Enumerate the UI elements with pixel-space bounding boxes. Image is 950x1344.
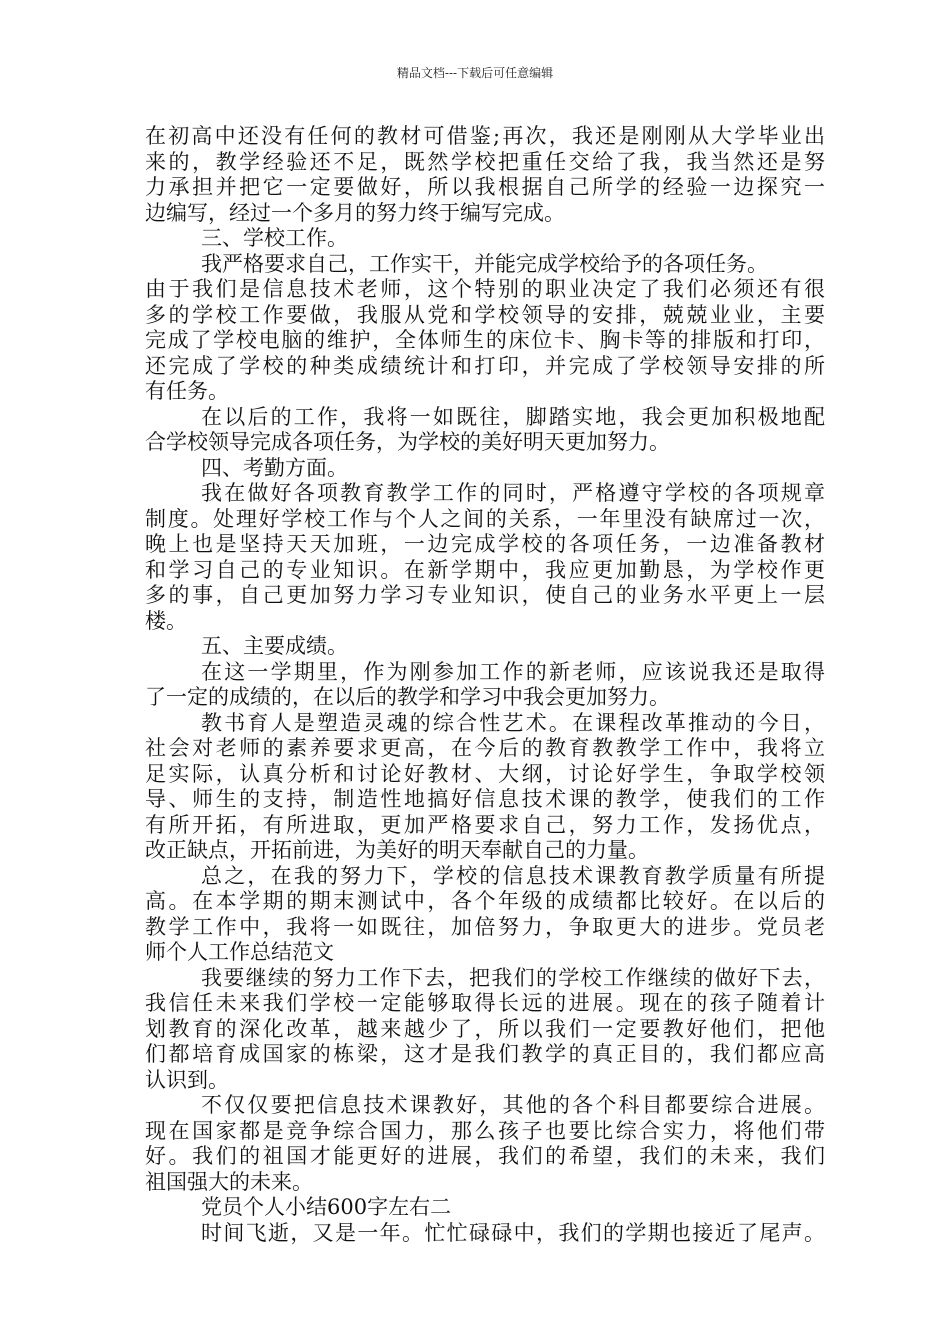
- text-line: 完成了学校电脑的维护，全体师生的床位卡、胸卡等的排版和打印，: [145, 328, 825, 352]
- text-line: 我信任未来我们学校一定能够取得长远的进展。现在的孩子随着计: [145, 991, 825, 1015]
- text-line: 多的事，自己更加努力学习专业知识，使自己的业务水平更上一层: [145, 583, 825, 607]
- text-line: 有任务。: [145, 379, 229, 403]
- text-line: 边编写，经过一个多月的努力终于编写完成。: [145, 200, 565, 225]
- text-line: 时间飞逝，又是一年。忙忙碌碌中，我们的学期也接近了尾声。: [201, 1220, 825, 1245]
- page-header: 精品文档---下载后可任意编辑: [396, 66, 554, 80]
- text-line: 还完成了学校的种类成绩统计和打印，并完成了学校领导安排的所: [145, 353, 825, 378]
- text-line: 党员个人小结600字左右二: [201, 1195, 452, 1219]
- text-line: 不仅仅要把信息技术课教好，其他的各个科目都要综合进展。: [201, 1093, 825, 1117]
- text-line: 在以后的工作，我将一如既往，脚踏实地，我会更加积极地配: [201, 404, 825, 429]
- text-line: 力承担并把它一定要做好，所以我根据自己所学的经验一边探究一: [145, 175, 825, 199]
- text-line: 来的，教学经验还不足，既然学校把重任交给了我，我当然还是努: [145, 149, 825, 174]
- text-line: 多的学校工作要做，我服从党和学校领导的安排，兢兢业业，主要: [145, 302, 825, 327]
- text-line: 们都培育成国家的栋梁，这才是我们教学的真正目的，我们都应高: [145, 1042, 825, 1066]
- text-line: 划教育的深化改革，越来越少了，所以我们一定要教好他们，把他: [145, 1016, 825, 1041]
- text-line: 和学习自己的专业知识。在新学期中，我应更加勤恳，为学校作更: [145, 557, 825, 582]
- text-line: 现在国家都是竞争综合国力，那么孩子也要比综合实力，将他们带: [145, 1118, 825, 1143]
- text-line: 我在做好各项教育教学工作的同时，严格遵守学校的各项规章: [201, 481, 825, 505]
- text-line: 我严格要求自己，工作实干，并能完成学校给予的各项任务。: [201, 251, 768, 276]
- text-line: 高。在本学期的期末测试中，各个年级的成绩都比较好。在以后的: [145, 889, 825, 913]
- text-line: 社会对老师的素养要求更高，在今后的教育教教学工作中，我将立: [145, 736, 825, 760]
- text-line: 制度。处理好学校工作与个人之间的关系，一年里没有缺席过一次，: [145, 506, 825, 531]
- text-line: 改正缺点，开拓前进，为美好的明天奉献自己的力量。: [145, 838, 649, 862]
- text-line: 导、师生的支持，制造性地搞好信息技术课的教学，使我们的工作: [145, 787, 825, 811]
- text-line: 足实际，认真分析和讨论好教材、大纲，讨论好学生，争取学校领: [145, 761, 825, 786]
- text-line: 教书育人是塑造灵魂的综合性艺术。在课程改革推动的今日，: [201, 710, 825, 735]
- text-line: 我要继续的努力工作下去，把我们的学校工作继续的做好下去，: [201, 965, 825, 990]
- document-body: [145, 124, 825, 1246]
- text-line: 祖国强大的未来。: [145, 1169, 313, 1194]
- text-line: 总之，在我的努力下，学校的信息技术课教育教学质量有所提: [201, 863, 825, 888]
- text-line: 认识到。: [145, 1067, 229, 1092]
- text-line: 由于我们是信息技术老师，这个特别的职业决定了我们必须还有很: [145, 277, 825, 301]
- text-line: 合学校领导完成各项任务，为学校的美好明天更加努力。: [145, 430, 670, 454]
- text-line: 在初高中还没有任何的教材可借鉴;再次，我还是刚刚从大学毕业出: [145, 124, 825, 148]
- text-line: 晚上也是坚持天天加班，一边完成学校的各项任务，一边准备教材: [145, 532, 825, 556]
- text-line: 师个人工作总结范文: [145, 940, 334, 964]
- text-line: 好。我们的祖国才能更好的进展，我们的希望，我们的未来，我们: [145, 1144, 825, 1168]
- text-line: 教学工作中，我将一如既往，加倍努力，争取更大的进步。党员老: [145, 914, 825, 939]
- text-line: 有所开拓，有所进取，更加严格要求自己，努力工作，发扬优点，: [145, 812, 825, 837]
- text-line: 四、考勤方面。: [201, 455, 348, 480]
- text-line: 五、主要成绩。: [201, 634, 348, 658]
- text-line: 三、学校工作。: [201, 226, 348, 250]
- text-line: 了一定的成绩的，在以后的教学和学习中我会更加努力。: [145, 685, 670, 709]
- text-line: 在这一学期里，作为刚参加工作的新老师，应该说我还是取得: [201, 659, 825, 684]
- text-line: 楼。: [145, 608, 187, 633]
